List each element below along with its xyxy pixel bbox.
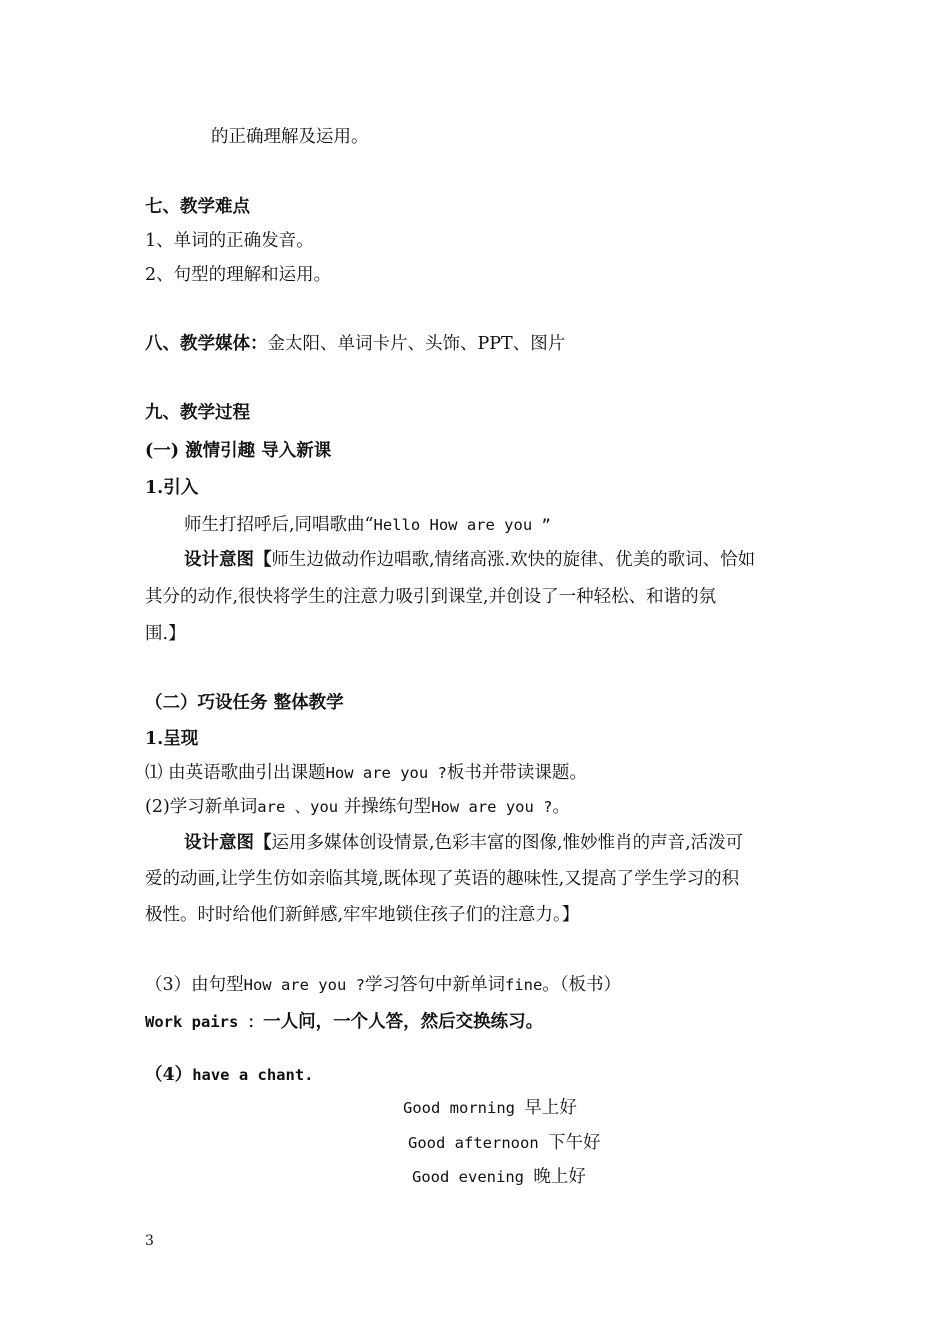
part1-intent-label: 设计意图【 [184,550,272,570]
section8-heading: 八、教学媒体： [145,334,268,354]
section9-heading: 九、教学过程 [145,403,250,423]
greeting-line [184,513,551,537]
chant-zh-3: 晚上好 [533,1167,586,1187]
step2-words: are 、you [257,798,339,816]
part2-intent-line-1 [184,831,743,855]
work-pairs-text: 一人问，一个人答，然后交换练习。 [263,1012,544,1032]
step3-mid: 学习答句中新单词 [364,975,505,995]
part2-intent-line-2: 爱的动画,让学生仿如亲临其境,既体现了英语的趣味性,又提高了学生学习的积 [145,869,740,889]
step1-text: ⑴ 由英语歌曲引出课题 [145,763,326,783]
chant-line-1 [403,1096,577,1120]
chant-en-3: Good evening [412,1168,534,1186]
step2-english: How are you ? [431,798,553,816]
step1-tail: 板书并带读课题。 [446,763,587,783]
work-pairs [145,1010,543,1034]
part1-sub1: 1.引入 [145,478,199,498]
step3-english: How are you ? [243,976,365,994]
part2-sub1: 1.呈现 [145,729,199,749]
section8-line [145,332,565,356]
part1-intent-text-1: 师生边做动作边唱歌,情绪高涨.欢快的旋律、优美的歌词、恰如 [271,550,756,570]
step4-num: （4） [145,1065,193,1085]
greeting-song: Hello How are you ” [373,516,551,534]
page-number: 3 [145,1233,154,1249]
part1-intent-line-1 [184,548,755,572]
greeting-text: 师生打招呼后,同唱歌曲“ [184,515,374,535]
step3-tail: 。（板书） [542,975,622,995]
chant-en-1: Good morning [403,1099,525,1117]
part2-heading: （二）巧设任务 整体教学 [145,693,344,713]
part2-step2 [145,795,570,819]
step4-text: have a chant. [192,1066,314,1084]
part2-intent-line-3: 极性。时时给他们新鲜感,牢牢地锁住孩子们的注意力。】 [145,905,580,925]
step3-text: （3）由句型 [145,975,244,995]
part2-step4 [145,1063,314,1087]
step2-text: (2)学习新单词 [145,797,258,817]
step1-english: How are you ? [325,764,447,782]
section7-item-2: 2、句型的理解和运用。 [145,265,332,285]
chant-zh-2: 下午好 [547,1133,601,1153]
continuation-text: 的正确理解及运用。 [211,127,369,147]
section8-text: 金太阳、单词卡片、头饰、PPT、图片 [267,334,566,354]
part2-step3 [145,973,621,997]
part1-heading: (一) 激情引趣 导入新课 [145,441,332,461]
step2-tail: 。 [552,797,571,817]
chant-en-2: Good afternoon [408,1134,548,1152]
section7-heading: 七、教学难点 [145,197,250,217]
step3-word: fine [504,976,543,994]
chant-zh-1: 早上好 [524,1098,577,1118]
chant-line-2 [408,1131,600,1155]
part1-intent-line-3: 围.】 [145,624,186,644]
chant-line-3 [412,1165,586,1189]
part2-intent-label: 设计意图【 [184,833,272,853]
step2-mid: 并操练句型 [338,797,432,817]
work-pairs-label: Work pairs ： [145,1013,264,1031]
section7-item-1: 1、单词的正确发音。 [145,231,314,251]
part2-intent-text-1: 运用多媒体创设情景,色彩丰富的图像,惟妙惟肖的声音,活泼可 [271,833,744,853]
part1-intent-line-2: 其分的动作,很快将学生的注意力吸引到课堂,并创设了一种轻松、和谐的氛 [145,587,717,607]
part2-step1 [145,761,587,785]
